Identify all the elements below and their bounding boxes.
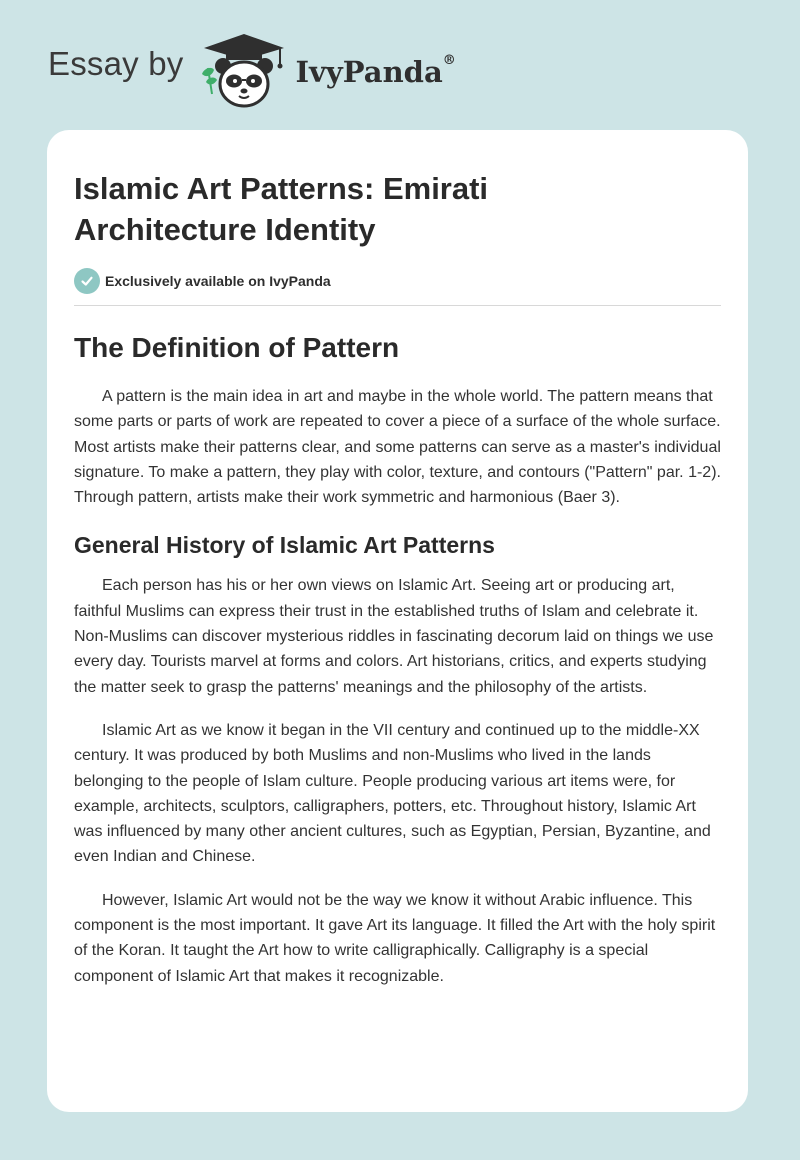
paragraph: However, Islamic Art would not be the way we know it without Arabic influence. This component is the most important. It gave Art its language. It filled the Art with the holy spirit of the Koran. It taught the Art how to write calligraphically. Calligraphy is a special component of Islamic Art that makes it recognizable.	[74, 891, 716, 985]
ivypanda-logo[interactable]	[198, 30, 456, 110]
section-heading: The Definition of Pattern	[74, 332, 400, 363]
brand-name: IvyPanda®	[295, 53, 456, 89]
paragraph: Each person has his or her own views on Islamic Art. Seeing art or producing art, faithful Muslims can express their trust in the established truths of Islam and celebrate it. Non-Muslims can discover mysterious riddles in fascinating decorum laid on things we use every day. Tourists marvel at forms and colors. Art historians, critics, and experts studying the matter seek to grasp the patterns' meanings and the philosophy of the artists.	[74, 577, 714, 696]
site-header	[48, 30, 456, 110]
exclusive-badge	[74, 268, 721, 294]
panda-logo-icon	[198, 30, 290, 110]
page-title: Islamic Art Patterns: Emirati Architecture Identity	[74, 171, 489, 247]
checkmark-icon	[74, 268, 100, 294]
paragraph: Islamic Art as we know it began in the VII century and continued up to the middle-XX century. It was produced by both Muslims and non-Muslims who lived in the lands belonging to the people of Islam culture. People producing various art items were, for example, architects, sculptors, calligraphers, potters, etc. Throughout history, Islamic Art was influenced by many other ancient cultures, such as Egyptian, Persian, Byzantine, and even Indian and Chinese.	[74, 721, 711, 866]
divider	[74, 305, 721, 306]
badge-text: Exclusively available on IvyPanda	[105, 273, 331, 289]
essay-card	[47, 130, 748, 1112]
paragraph: A pattern is the main idea in art and maybe in the whole world. The pattern means that some parts or parts of work are repeated to cover a piece of a surface of the whole surface. Most artists make their patterns clear, and some patterns can serve as a master's individual signature. To make a pattern, they play with color, texture, and contours ("Pattern" par. 1-2). Through pattern, artists make their work symmetric and harmonious (Baer 3).	[74, 388, 721, 507]
section-heading: General History of Islamic Art Patterns	[74, 532, 495, 559]
essay-by-label: Essay by	[48, 45, 184, 82]
